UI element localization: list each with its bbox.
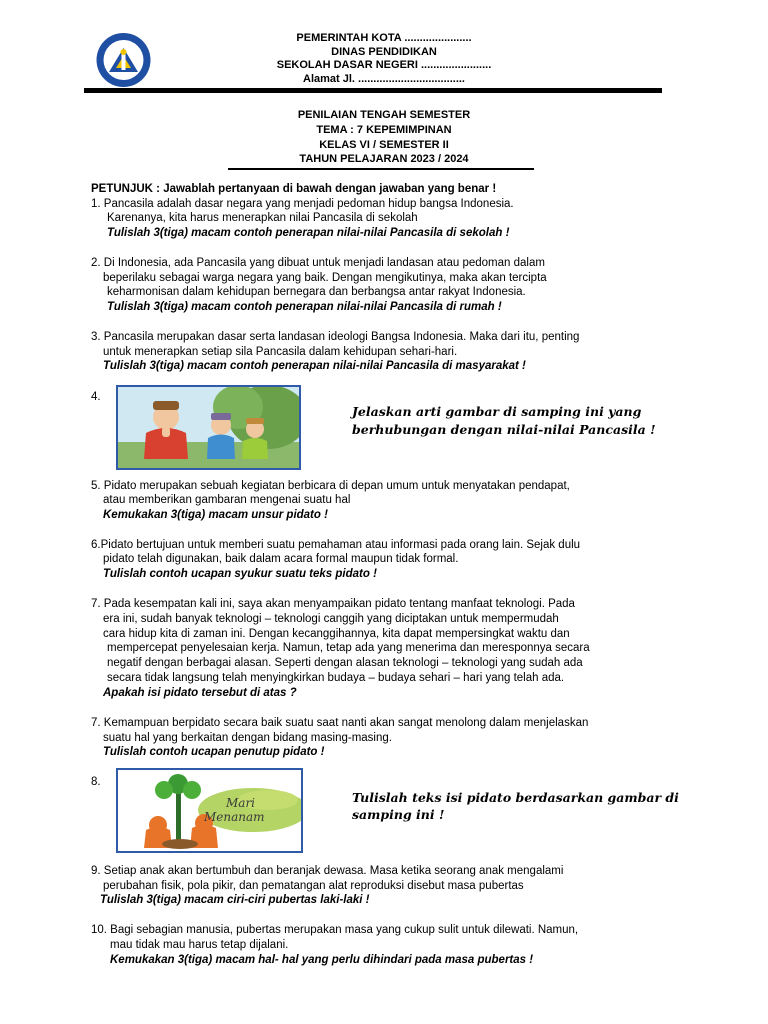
question-4-prompt-line: berhubungan dengan nilai-nilai Pancasila ! [352,422,656,437]
question-7-line: cara hidup kita di zaman ini. Dengan kecanggihannya, kita dapat mempersingkat waktu dan [103,628,570,640]
question-1-task: Tulislah 3(tiga) macam contoh penerapan nilai-nilai Pancasila di sekolah ! [107,227,510,239]
question-2-task: Tulislah 3(tiga) macam contoh penerapan nilai-nilai Pancasila di rumah ! [107,301,502,313]
question-9-task: Tulislah 3(tiga) macam ciri-ciri pubertas laki-laki ! [100,894,370,906]
question-6-task: Tulislah contoh ucapan syukur suatu teks pidato ! [103,568,377,580]
question-7-line: mempercepat penyelesaian kerja. Namun, tetap ada yang menerima dan meresponnya secara [107,642,590,654]
question-4-prompt-line: Jelaskan arti gambar di samping ini yang [352,404,642,419]
question-7b-line: 7. Kemampuan berpidato secara baik suatu saat nanti akan sangat menolong dalam menjelaskan [91,717,589,729]
question-1-line: Karenanya, kita harus menerapkan nilai Pancasila di sekolah [107,212,418,224]
praying-children-image [116,385,301,470]
question-10-line: 10. Bagi sebagian manusia, pubertas merupakan masa yang cukup sulit untuk dilewati. Namun, [91,924,579,936]
question-2-line: 2. Di Indonesia, ada Pancasila yang dibuat untuk menjadi landasan atau pedoman dalam [91,257,545,269]
question-7b-line: suatu hal yang berkaitan dengan bidang masing-masing. [103,732,392,744]
question-7b-task: Tulislah contoh ucapan penutup pidato ! [103,746,325,758]
question-10-task: Kemukakan 3(tiga) macam hal- hal yang perlu dihindari pada masa pubertas ! [110,954,534,966]
question-10-line: mau tidak mau harus tetap dijalani. [110,939,289,951]
question-5-line: 5. Pidato merupakan sebuah kegiatan berbicara di depan umum untuk menyatakan pendapat, [91,480,570,492]
header-school: SEKOLAH DASAR NEGERI ....................... [276,59,492,71]
question-1-line: 1. Pancasila adalah dasar negara yang menjadi pedoman hidup bangsa Indonesia. [91,198,514,210]
question-3-task: Tulislah 3(tiga) macam contoh penerapan nilai-nilai Pancasila di masyarakat ! [103,360,526,372]
question-9-line: perubahan fisik, pola pikir, dan pematangan alat reproduksi disebut masa pubertas [103,880,524,892]
question-8-number: 8. [91,776,101,788]
header-divider [84,88,662,93]
header-address: Alamat Jl. ................................... [303,73,465,85]
question-2-line: keharmonisan dalam kehidupan bernegara dan berbangsa antar rakyat Indonesia. [107,286,526,298]
question-6-line: 6.Pidato bertujuan untuk memberi suatu pemahaman atau informasi pada orang lain. Sejak dulu [91,539,581,551]
question-5-task: Kemukakan 3(tiga) macam unsur pidato ! [103,509,328,521]
image-caption-menanam: Menanam [204,810,265,824]
question-7-task: Apakah isi pidato tersebut di atas ? [103,687,297,699]
exam-class: KELAS VI / SEMESTER II [319,139,449,151]
question-2-line: beperilaku sebagai warga negara yang baik. Dengan mengikutinya, maka akan tercipta [103,272,547,284]
question-4-number: 4. [91,391,101,403]
question-7-line: secara tidak langsung telah menyingkirkan budaya – budaya sehari – hari yang telah ada. [107,672,565,684]
exam-title: PENILAIAN TENGAH SEMESTER [297,109,471,121]
question-5-line: atau memberikan gambaran mengenai suatu hal [103,494,351,506]
title-underline [228,168,534,170]
instruction: PETUNJUK : Jawablah pertanyaan di bawah dengan jawaban yang benar ! [91,183,497,195]
exam-year: TAHUN PELAJARAN 2023 / 2024 [299,153,469,165]
question-3-line: 3. Pancasila merupakan dasar serta landasan ideologi Bangsa Indonesia. Maka dari itu, penting [91,331,580,343]
mari-menanam-image [116,768,303,853]
exam-theme: TEMA : 7 KEPEMIMPINAN [316,124,452,136]
question-8-prompt-line: samping ini ! [352,807,445,822]
image-caption-mari: Mari [226,796,256,810]
header-department: DINAS PENDIDIKAN [331,46,437,58]
question-6-line: pidato telah digunakan, baik dalam acara formal maupun tidak formal. [103,553,459,565]
question-7-line: negatif dengan berbagai alasan. Seperti dengan alasan teknologi – teknologi yang sudah ada [107,657,583,669]
question-7-line: era ini, sudah banyak teknologi – teknologi canggih yang diciptakan untuk mempermudah [103,613,559,625]
question-7-line: 7. Pada kesempatan kali ini, saya akan menyampaikan pidato tentang manfaat teknologi. Pada [91,598,575,610]
question-3-line: untuk menerapkan setiap sila Pancasila dalam kehidupan sehari-hari. [103,346,458,358]
question-8-prompt-line: Tulislah teks isi pidato berdasarkan gambar di [352,790,679,805]
question-9-line: 9. Setiap anak akan bertumbuh dan beranjak dewasa. Masa ketika seorang anak mengalami [91,865,564,877]
header-government: PEMERINTAH KOTA ...................... [296,32,472,44]
